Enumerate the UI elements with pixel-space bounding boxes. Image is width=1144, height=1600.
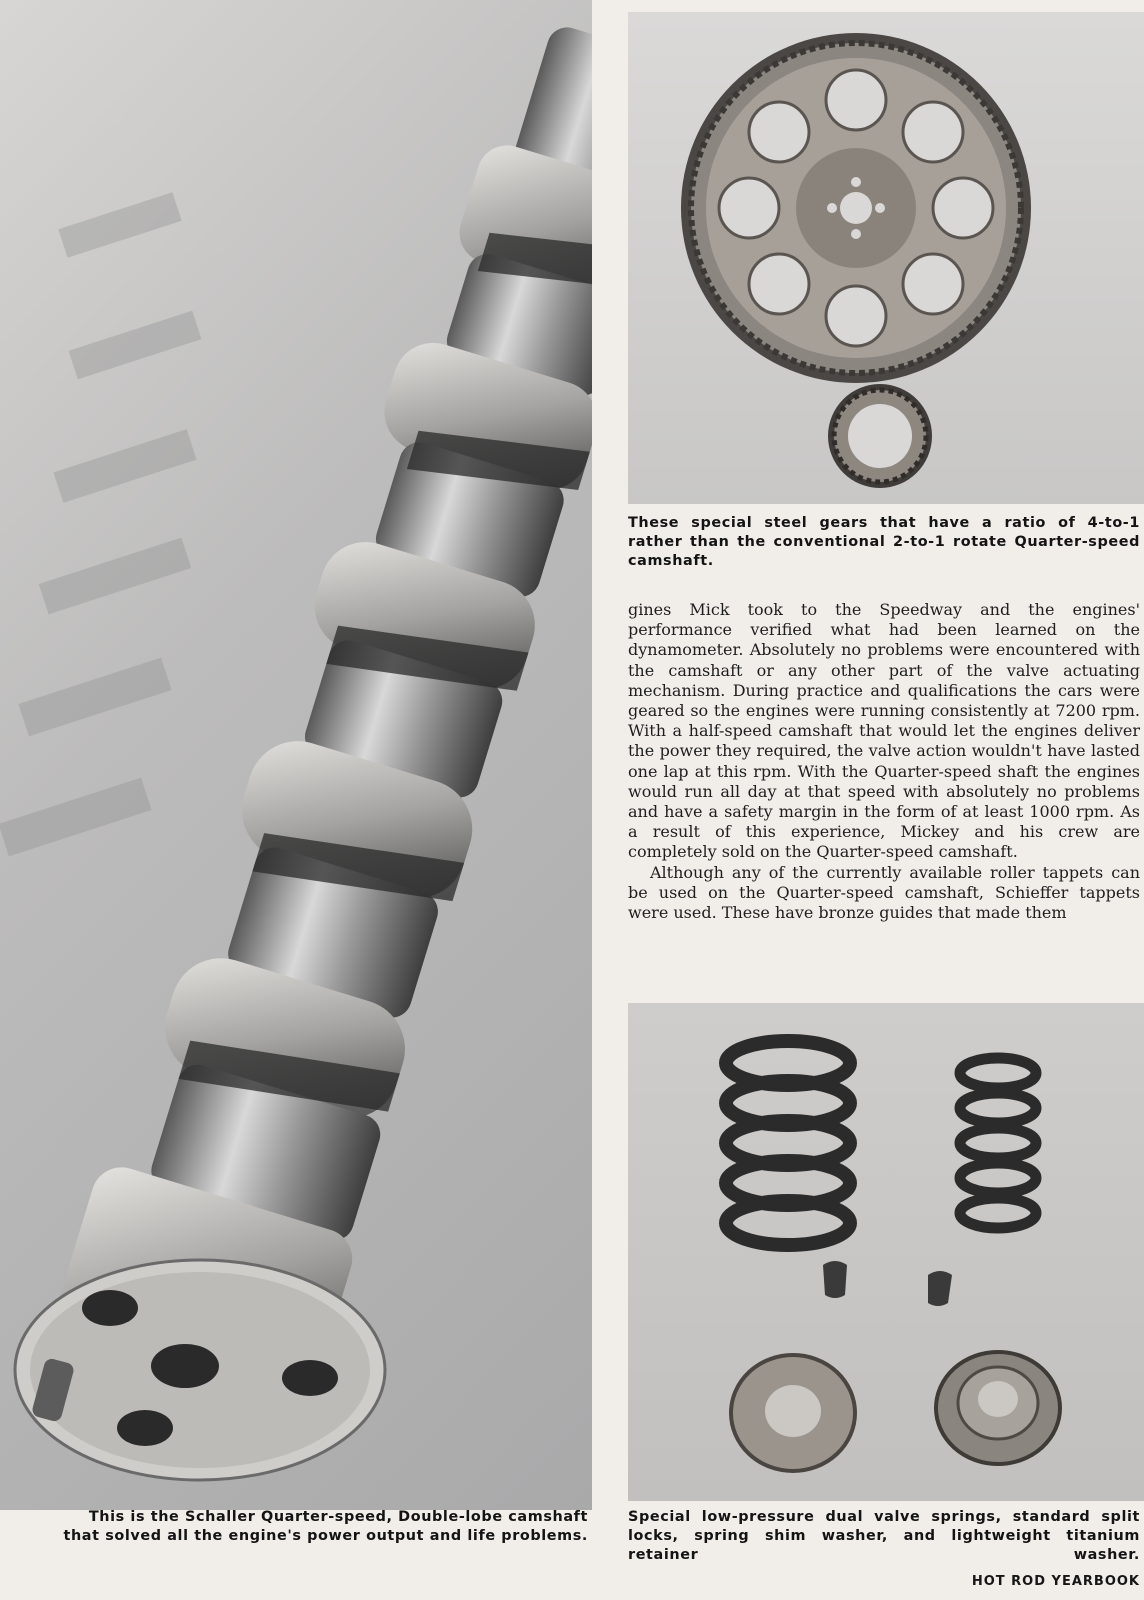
article-paragraph-1: gines Mick took to the Speedway and the engines' performance verified what had been learned on the dynamometer. Absolutely no problems were encountered with the camshaft or any other part of the valve actuating mechanism. During practice and qualifications the cars were geared so the engines were running consistently at 7200 rpm. With a half-speed camshaft that would let the engines deliver the power they required, the valve action wouldn't have lasted one lap at this rpm. With the Quarter-speed shaft the engines would run all day at that speed with absolutely no problems and have a safety margin in the form of at least 1000 rpm. As a result of this experience, Mickey and his crew are completely sold on the Quarter-speed camshaft. [628,600,1140,862]
valve-springs-photo [628,1003,1144,1501]
timing-gears-photo [628,12,1144,504]
article-body [628,600,1140,923]
article-paragraph-2: Although any of the currently available roller tappets can be used on the Quarter-speed camshaft, Schieffer tappets were used. These have bronze guides that made them [628,862,1140,923]
camshaft-caption-line-2: that solved all the engine's power output and life problems. [63,1528,588,1544]
springs-caption [628,1508,1140,1565]
springs-caption-text: Special low-pressure dual valve springs, standard split locks, spring shim washer, and lightweight titanium retainer washer. [628,1509,1140,1563]
gears-caption [628,514,1140,571]
springs-illustration [628,1003,1144,1501]
gears-caption-text: These special steel gears that have a ratio of 4-to-1 rather than the conventional 2-to-1 rotate Quarter-speed camshaft. [628,515,1140,569]
camshaft-caption-line-1: This is the Schaller Quarter-speed, Double-lobe camshaft [88,1509,588,1525]
publication-footer: HOT ROD YEARBOOK [971,1574,1140,1589]
camshaft-photo [0,0,592,1510]
camshaft-illustration [0,0,592,1510]
gear-illustration [628,12,1144,504]
camshaft-caption [60,1508,588,1546]
